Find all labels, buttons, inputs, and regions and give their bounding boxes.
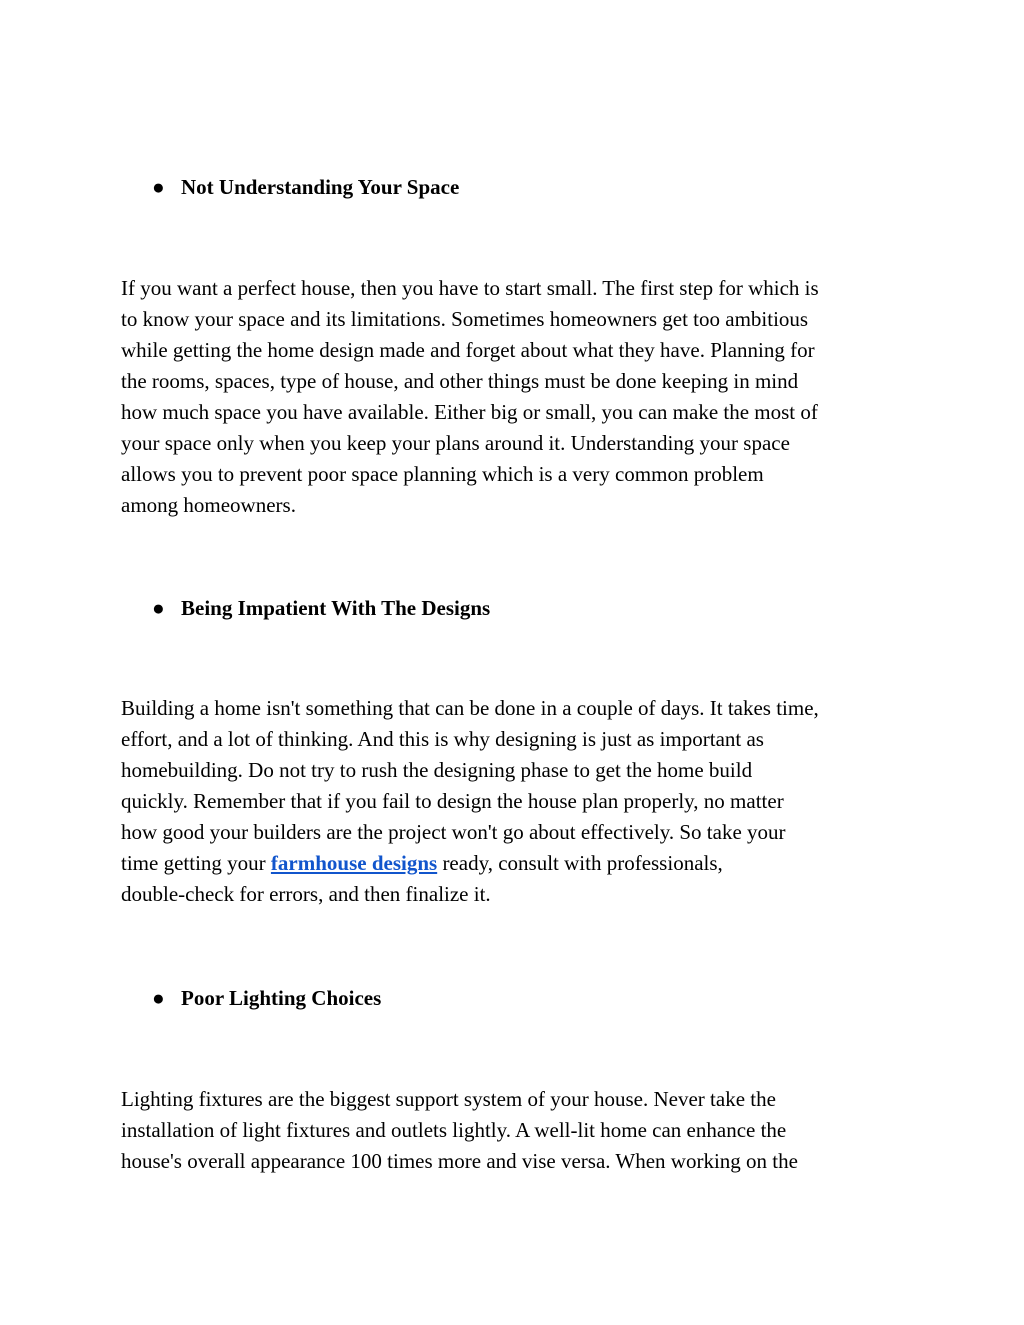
section-heading (152, 174, 459, 200)
paragraph-line: your space only when you keep your plans around it. Understanding your space (121, 431, 790, 455)
section-paragraph (121, 273, 911, 521)
paragraph-line: while getting the home design made and forget about what they have. Planning for (121, 338, 815, 362)
paragraph-line: Lighting fixtures are the biggest support system of your house. Never take the (121, 1087, 776, 1111)
paragraph-line: allows you to prevent poor space planning which is a very common problem (121, 462, 764, 486)
section-paragraph (121, 693, 911, 910)
heading-text: Not Understanding Your Space (181, 175, 460, 199)
farmhouse-designs-link[interactable]: farmhouse designs (270, 851, 438, 875)
paragraph-line: quickly. Remember that if you fail to design the house plan properly, no matter (121, 789, 784, 813)
paragraph-line: how good your builders are the project won't go about effectively. So take your (121, 820, 786, 844)
paragraph-line: installation of light fixtures and outlets lightly. A well-lit home can enhance the (121, 1118, 787, 1142)
paragraph-line: effort, and a lot of thinking. And this is why designing is just as important as (121, 727, 764, 751)
bullet-icon: ● (152, 986, 165, 1010)
paragraph-line: among homeowners. (121, 493, 296, 517)
heading-text: Being Impatient With The Designs (181, 596, 491, 620)
link-suffix-text: ready, consult with professionals, (437, 851, 723, 875)
bullet-icon: ● (152, 596, 165, 620)
paragraph-line: how much space you have available. Either big or small, you can make the most of (121, 400, 818, 424)
paragraph-line: double-check for errors, and then finalize it. (121, 882, 491, 906)
bullet-icon: ● (152, 175, 165, 199)
heading-text: Poor Lighting Choices (181, 986, 382, 1010)
paragraph-line: the rooms, spaces, type of house, and other things must be done keeping in mind (121, 369, 799, 393)
paragraph-line: to know your space and its limitations. Sometimes homeowners get too ambitious (121, 307, 809, 331)
section-paragraph (121, 1084, 911, 1177)
link-prefix-text: time getting your (121, 851, 271, 875)
paragraph-line: homebuilding. Do not try to rush the designing phase to get the home build (121, 758, 753, 782)
paragraph-line: Building a home isn't something that can be done in a couple of days. It takes time, (121, 696, 819, 720)
paragraph-line: house's overall appearance 100 times more and vise versa. When working on the (121, 1149, 798, 1173)
section-heading (152, 985, 381, 1011)
section-heading (152, 595, 490, 621)
paragraph-line-with-link (121, 848, 911, 879)
paragraph-line: If you want a perfect house, then you have to start small. The first step for which is (121, 276, 819, 300)
